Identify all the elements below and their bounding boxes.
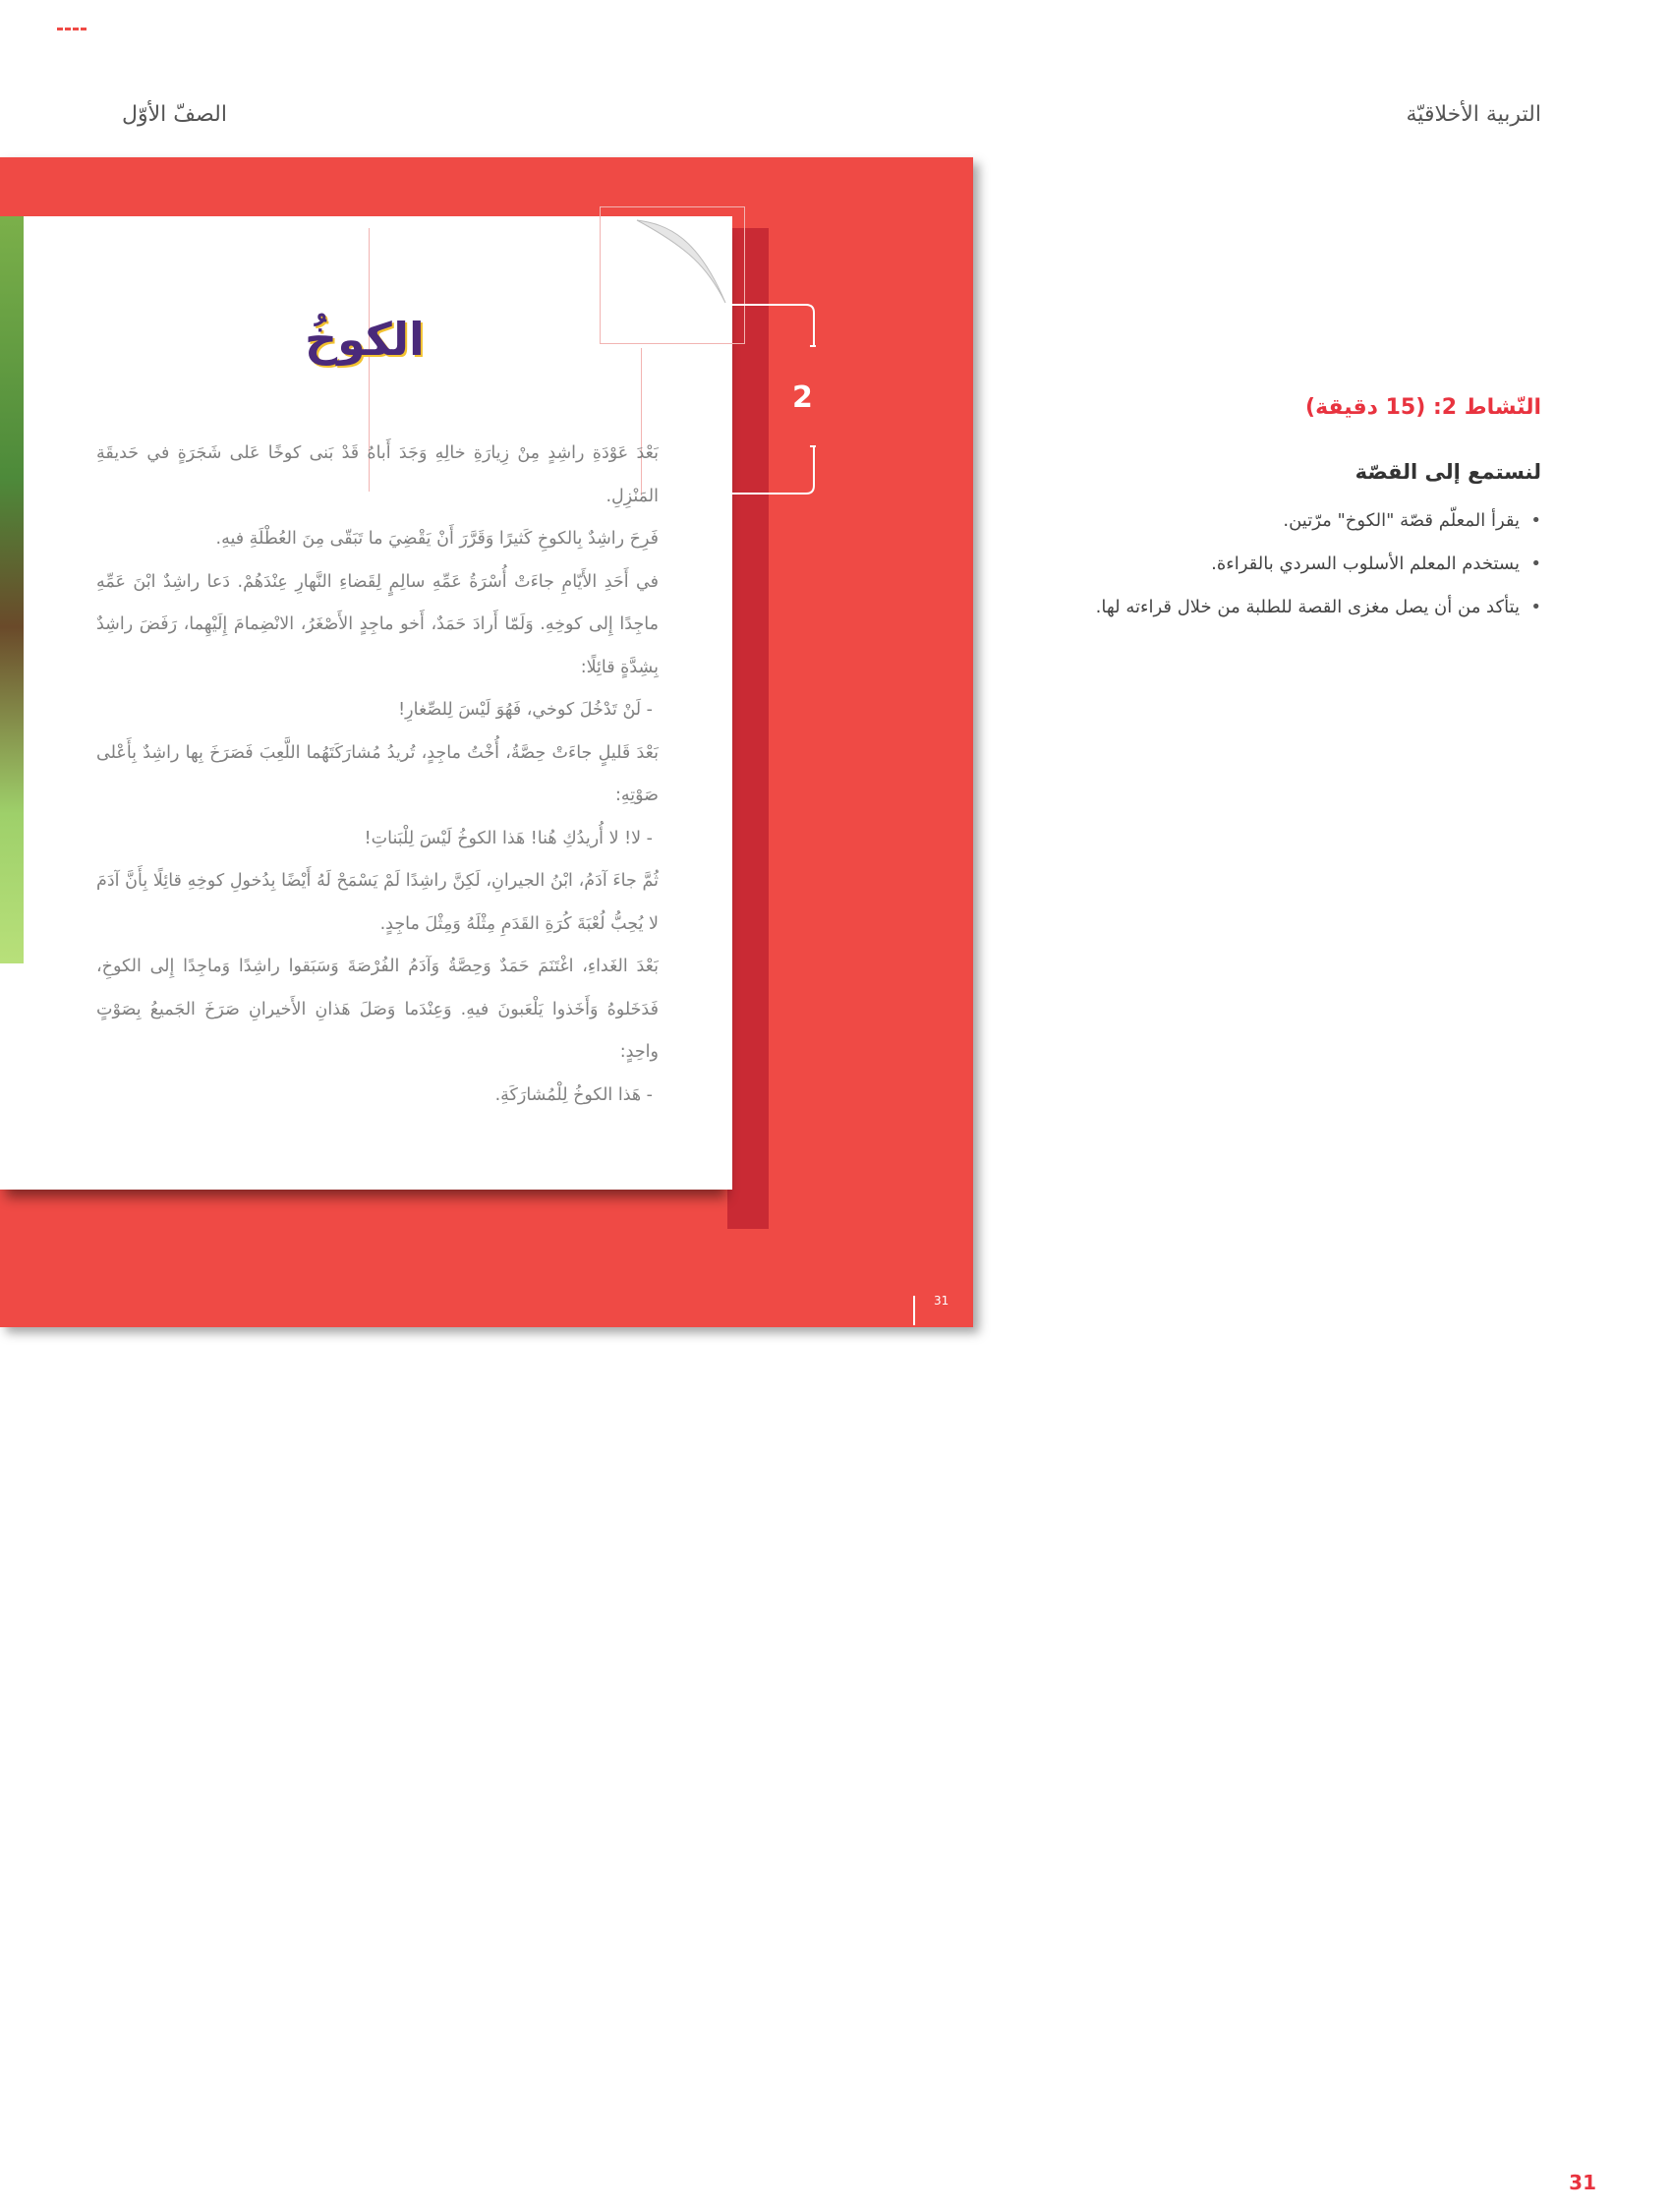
activity-title: النّشاط 2: (15 دقيقة): [1305, 395, 1541, 420]
story-paragraph: ثُمَّ جاءَ آدَمُ، ابْنُ الجيرانِ، لَكِنَّ راشِدًا لَمْ يَسْمَحْ لَهُ أَيْضًا بِدُخولِ كوخِهِ قائِلًا بِأَنَّ آدَمَ لا يُحِبُّ لُعْبَةَ كُرَةِ القَدَمِ مِثْلَهُ وَمِثْلَ ماجِدٍ.: [96, 871, 659, 934]
slide-page-number: 31: [934, 1294, 950, 1308]
story-paragraph: في أَحَدِ الأَيّامِ جاءَتْ أُسْرَةُ عَمِّهِ سالِمٍ لِقَضاءِ النَّهارِ عِنْدَهُمْ. دَعا راشِدٌ ابْنَ عَمِّهِ ماجِدًا إِلى كوخِهِ. وَلَمّا أَرادَ حَمَدٌ، أَخو ماجِدٍ الأَصْغَرُ، الانْضِمامَ إِلَيْهِما، رَفَضَ راشِدٌ بِشِدَّةٍ قائِلًا:: [96, 571, 659, 677]
header-subject: التربية الأخلاقيّة: [1406, 102, 1541, 127]
story-dialog: - لَنْ تَدْخُلَ كوخي، فَهُوَ لَيْسَ لِلصِّغارِ!: [398, 700, 653, 720]
story-text: [96, 433, 659, 1117]
story-paragraph: بَعْدَ عَوْدَةِ راشِدٍ مِنْ زِيارَةِ خالِهِ وَجَدَ أَباهُ قَدْ بَنى كوخًا عَلى شَجَرَةٍ في حَديقَةِ المَنْزِلِ.: [96, 443, 659, 506]
story-dialog: - لا! لا أُريدُكِ هُنا! هَذا الكوخُ لَيْسَ لِلْبَناتِ!: [364, 828, 653, 848]
story-paragraph: فَرِحَ راشِدٌ بِالكوخِ كَثيرًا وَقَرَّرَ أَنْ يَقْضِيَ ما تَبَقّى مِنَ العُطْلَةِ فيهِ.: [215, 529, 659, 549]
list-item: • يستخدم المعلم الأسلوب السردي بالقراءة.: [1034, 543, 1545, 586]
page-number: 31: [1569, 2171, 1596, 2194]
header-grade: الصفّ الأوّل: [122, 102, 227, 127]
slide-badge-number: 2: [792, 380, 813, 415]
story-dialog: - هَذا الكوخُ لِلْمُشارَكَةِ.: [494, 1084, 653, 1105]
activity-subtitle: لنستمع إلى القصّة: [1354, 460, 1541, 484]
list-item: • يتأكد من أن يصل مغزى القصة للطلبة من خلال قراءته لها.: [1034, 586, 1545, 629]
page-curl-icon: [629, 218, 727, 307]
activity-bullet-list: [1034, 499, 1545, 629]
slide-footer-divider: [913, 1296, 915, 1325]
list-item: • يقرأ المعلّم قصّة "الكوخ" مرّتين.: [1034, 499, 1545, 543]
story-title: الكوخُ: [305, 313, 425, 366]
top-crop-mark: [57, 28, 86, 31]
story-paragraph: بَعْدَ الغَداءِ، اغْتَنَمَ حَمَدٌ وَحِصَّةُ وَآدَمُ الفُرْصَةَ وَسَبَقوا راشِدًا وَماجِدًا إِلى الكوخِ، فَدَخَلوهُ وَأَخَذوا يَلْعَبونَ فيهِ. وَعِنْدَما وَصَلَ هَذانِ الأَخيرانِ صَرَخَ الجَميعُ بِصَوْتٍ واحِدٍ:: [96, 957, 659, 1062]
story-paragraph: بَعْدَ قَليلٍ جاءَتْ حِصَّةُ، أُخْتُ ماجِدٍ، تُريدُ مُشارَكَتَهُما اللَّعِبَ فَصَرَخَ بِها راشِدٌ بِأَعْلى صَوْتِهِ:: [96, 742, 659, 805]
story-illustration-edge: [0, 216, 24, 963]
